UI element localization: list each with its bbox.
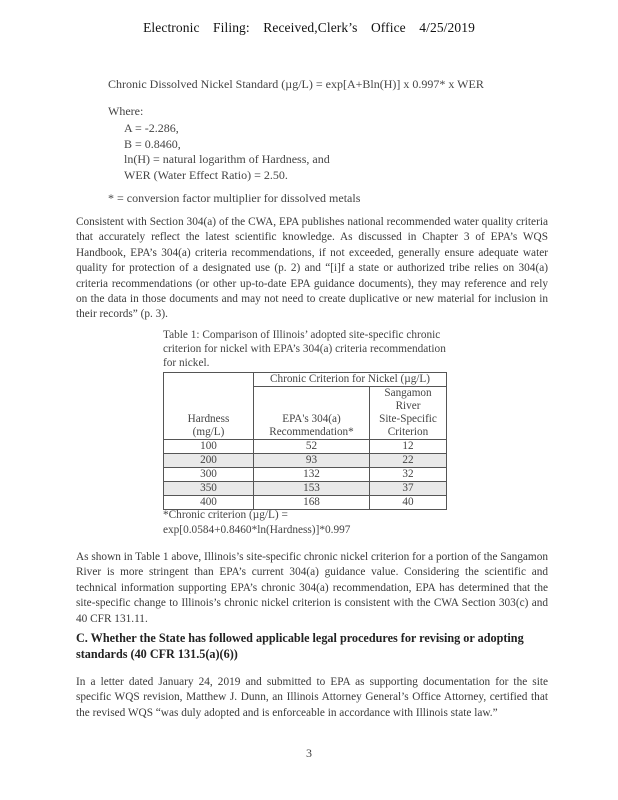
cell-site: 37 (370, 482, 447, 496)
table-header-row (164, 373, 447, 387)
section-heading-c: C. Whether the State has followed applicable legal procedures for revising or adopting standards (40 CFR 131.5(a)(6)) (76, 631, 524, 661)
cell-site: 32 (370, 468, 447, 482)
header-office: Office (370, 20, 406, 35)
table-row (164, 440, 447, 454)
paragraph-ag-letter: In a letter dated January 24, 2019 and submitted to EPA as supporting documentation for the site specific WQS revision, Matthew J. Dunn, an Illinois Attorney General’s Office Attorney, certified that the revised WQS “was duly adopted and is enforceable in accordance with Illinois state law.” (76, 676, 548, 719)
definition-ln-h: ln(H) = natural logarithm of Hardness, and (124, 152, 330, 167)
paragraph-table-discussion: As shown in Table 1 above, Illinois’s site-specific chronic nickel criterion for a portion of the Sangamon River is more stringent than EPA’s current 304(a) guidance value. Considering the scientific and technical information supporting EPA’s chronic 304(a) recommendation, EPA has determined that the site-specific change to Illinois’s chronic nickel criterion is consistent with the CWA Section 303(c) and 40 CFR 131.11. (76, 551, 548, 625)
where-label: Where: (108, 104, 144, 118)
header-filing: Filing: (213, 20, 250, 35)
cell-epa: 93 (254, 454, 370, 468)
cell-epa: 52 (254, 440, 370, 454)
cell-hardness: 200 (164, 454, 254, 468)
definition-a: A = -2.286, (124, 121, 179, 135)
cell-site: 40 (370, 496, 447, 510)
cell-epa: 153 (254, 482, 370, 496)
header-site-specific: Sangamon River Site-Specific Criterion (370, 387, 447, 440)
cell-hardness: 300 (164, 468, 254, 482)
definition-wer: WER (Water Effect Ratio) = 2.50. (124, 167, 288, 182)
header-chronic-criterion: Chronic Criterion for Nickel (µg/L) (254, 373, 447, 387)
cell-hardness: 400 (164, 496, 254, 510)
page-number: 3 (306, 746, 312, 760)
definition-b: B = 0.8460, (124, 136, 181, 151)
cell-hardness: 350 (164, 482, 254, 496)
table-footnote: *Chronic criterion (µg/L) = exp[0.0584+0.8460*ln(Hardness)]*0.997 (163, 509, 351, 536)
table-row (164, 468, 447, 482)
conversion-factor-note: * = conversion factor multiplier for dissolved metals (108, 191, 361, 205)
table-caption-text: Table 1: Comparison of Illinois’ adopted site-specific chronic criterion for nickel with EPA’s 304(a) criteria recommendation for nickel. (163, 329, 446, 369)
header-received-clerks: Received,Clerk’s (263, 20, 358, 35)
cell-hardness: 100 (164, 440, 254, 454)
filing-header (0, 20, 618, 36)
cell-epa: 132 (254, 468, 370, 482)
formula-definitions (124, 121, 330, 183)
cell-site: 22 (370, 454, 447, 468)
cell-epa: 168 (254, 496, 370, 510)
table-row (164, 454, 447, 468)
nickel-comparison-table (163, 372, 447, 510)
table-row (164, 482, 447, 496)
header-electronic: Electronic (143, 20, 200, 35)
header-epa-304a: EPA's 304(a) Recommendation* (254, 387, 370, 440)
header-hardness: Hardness (mg/L) (164, 373, 254, 440)
nickel-formula: Chronic Dissolved Nickel Standard (µg/L) = exp[A+Bln(H)] x 0.997* x WER (108, 77, 484, 91)
header-date: 4/25/2019 (419, 20, 475, 35)
paragraph-cwa-304a: Consistent with Section 304(a) of the CWA, EPA publishes national recommended water quality criteria that accurately reflect the latest scientific knowledge. As discussed in Chapter 3 of EPA’s WQS Handbook, EPA’s 304(a) criteria recommendations, if not exceeded, generally ensure adequate water quality for protection of a designated use (p. 2) and “[i]f a state or authorized tribe relies on 304(a) criteria recommendations (or other up-to-date EPA guidance documents), they may reference and rely on the data in those documents and may not need to create duplicative or new material for inclusion in their records” (p. 3). (76, 216, 548, 321)
table-caption (163, 328, 448, 370)
cell-site: 12 (370, 440, 447, 454)
